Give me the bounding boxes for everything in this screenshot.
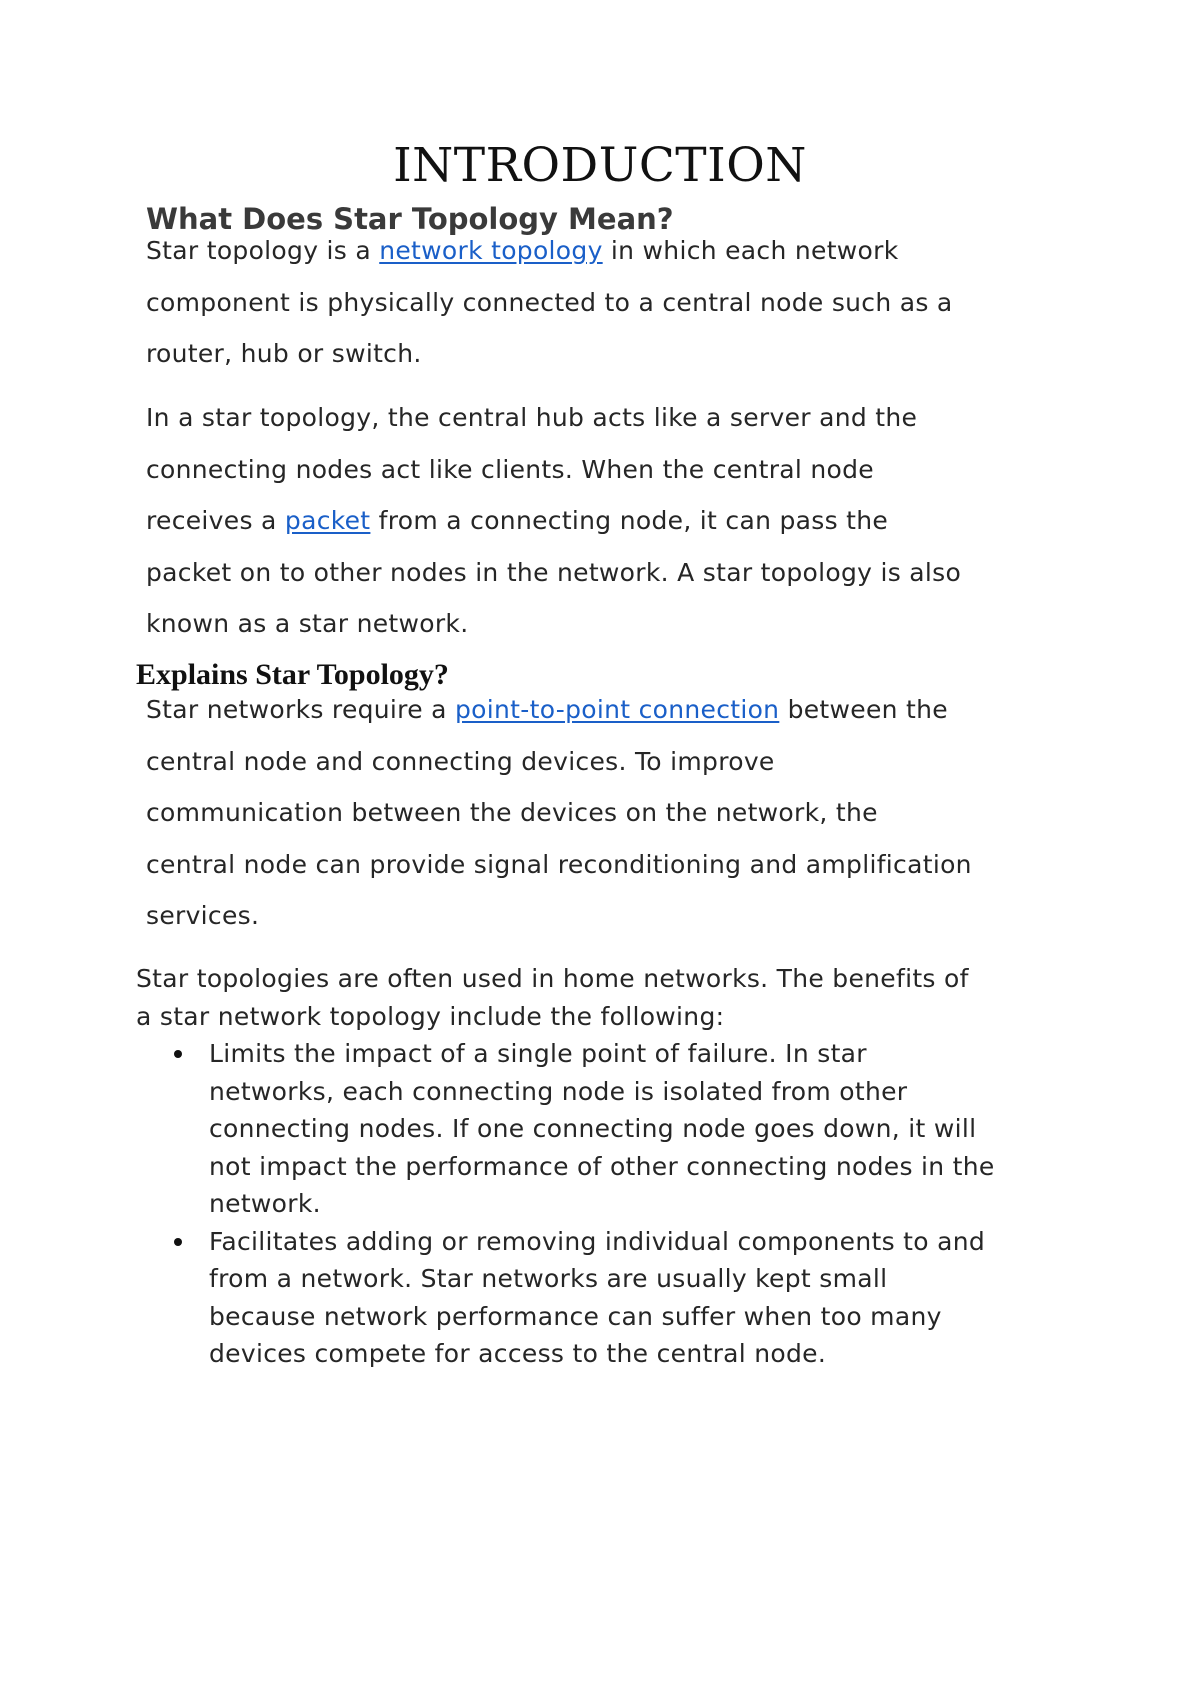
link-network-topology[interactable]: network topology bbox=[379, 236, 603, 265]
list-item-line: networks, each connecting node is isolated from other bbox=[209, 1076, 908, 1106]
paragraph-line: In a star topology, the central hub acts like a server and the bbox=[146, 403, 918, 432]
bullet-icon bbox=[174, 1238, 182, 1246]
section-heading-explains-star-topology: Explains Star Topology? bbox=[136, 658, 449, 691]
link-packet[interactable]: packet bbox=[284, 506, 371, 535]
list-item-line: from a network. Star networks are usually kept small bbox=[209, 1264, 888, 1293]
list-item-line: devices compete for access to the central node. bbox=[209, 1339, 827, 1368]
list-item bbox=[136, 1223, 1096, 1373]
paragraph-line: receives a packet from a connecting node, it can pass the bbox=[146, 506, 889, 535]
paragraph-line: communication between the devices on the network, the bbox=[146, 798, 878, 827]
bullet-icon bbox=[174, 1050, 182, 1058]
paragraph-line: known as a star network. bbox=[146, 609, 469, 638]
list-item-line: not impact the performance of other connecting nodes in the bbox=[209, 1151, 995, 1181]
section-heading-star-topology-meaning: What Does Star Topology Mean? bbox=[146, 202, 674, 236]
benefits-list bbox=[136, 1035, 1096, 1373]
paragraph-point-to-point bbox=[146, 684, 1096, 942]
paragraph-line: central node can provide signal reconditioning and amplification bbox=[146, 849, 972, 879]
list-item-line: connecting nodes. If one connecting node goes down, it will bbox=[209, 1114, 977, 1143]
paragraph-line: component is physically connected to a central node such as a bbox=[146, 287, 953, 317]
paragraph-definition bbox=[146, 225, 1096, 380]
paragraph-line: packet on to other nodes in the network. A star topology is also bbox=[146, 557, 962, 587]
paragraph-hub-description bbox=[146, 392, 1096, 650]
paragraph-line: router, hub or switch. bbox=[146, 339, 422, 368]
list-item-line: Facilitates adding or removing individual components to and bbox=[209, 1226, 986, 1256]
list-item-line: network. bbox=[209, 1189, 321, 1218]
paragraph-line: connecting nodes act like clients. When the central node bbox=[146, 454, 874, 484]
paragraph-line: a star network topology include the following: bbox=[136, 1001, 725, 1031]
list-item-line: Limits the impact of a single point of failure. In star bbox=[209, 1039, 867, 1068]
list-item bbox=[136, 1035, 1096, 1223]
paragraph-line: services. bbox=[146, 901, 260, 930]
link-point-to-point-connection[interactable]: point-to-point connection bbox=[455, 695, 780, 724]
paragraph-line: Star topology is a network topology in which each network bbox=[146, 236, 899, 265]
list-item-line: because network performance can suffer when too many bbox=[209, 1301, 942, 1331]
paragraph-line: Star topologies are often used in home networks. The benefits of bbox=[136, 964, 969, 993]
paragraph-line: Star networks require a point-to-point connection between the bbox=[146, 695, 948, 724]
page-title: INTRODUCTION bbox=[393, 138, 807, 193]
paragraph-benefits-intro bbox=[136, 960, 1096, 1035]
paragraph-line: central node and connecting devices. To improve bbox=[146, 746, 775, 776]
